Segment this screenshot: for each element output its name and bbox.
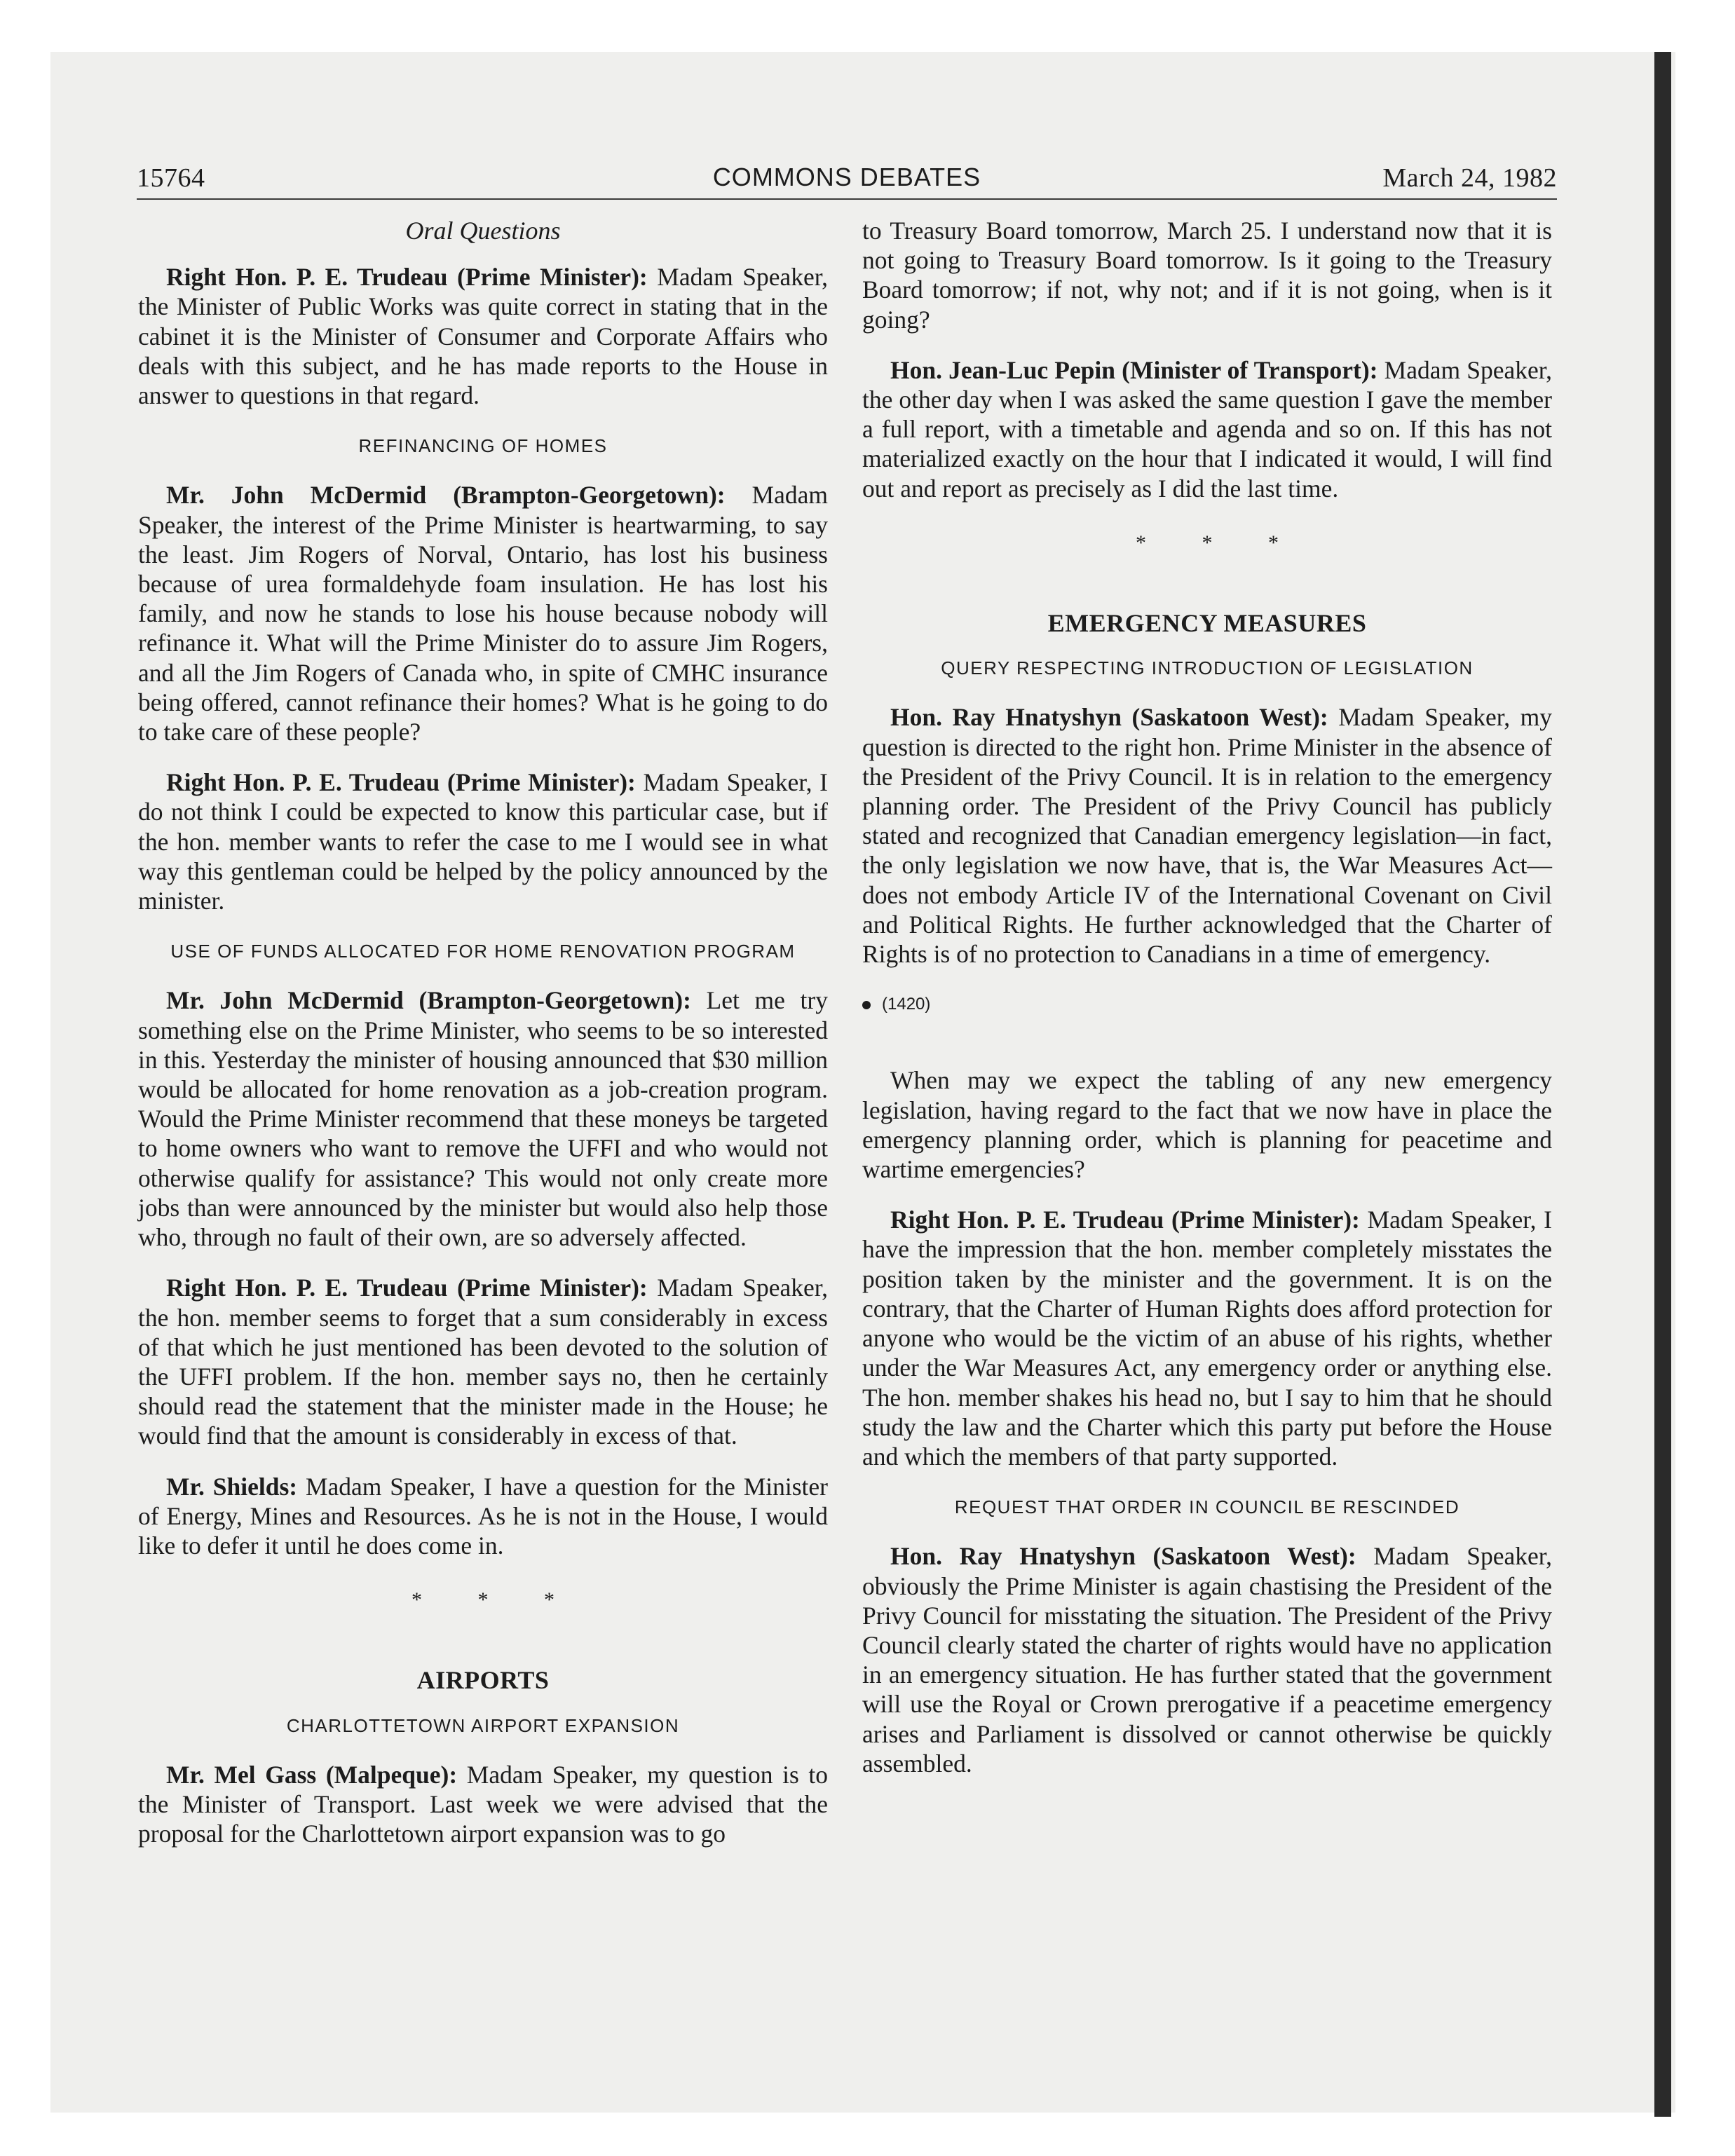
section-heading: AIRPORTS [416,1666,550,1695]
speaker-name: Right Hon. P. E. Trudeau (Prime Minister): [890,1206,1360,1234]
section-heading: EMERGENCY MEASURES [1047,609,1367,638]
page-header [137,163,1557,198]
paragraph-text: Madam Speaker, I do not think I could be expected to know this particular case, but if the hon. member wants to refer the case to me I would see in what way this gentleman could be helped by the policy announced by the minister. [138,768,828,915]
speaker-name: Hon. Ray Hnatyshyn (Saskatoon West): [890,703,1328,732]
speaker-name: Mr. John McDermid (Brampton-Georgetown): [166,986,691,1015]
page-date: March 24, 1982 [1382,163,1557,193]
time-marker-text: (1420) [882,995,931,1014]
paragraph [862,1541,1552,1778]
paragraph [862,702,1552,969]
header-rule [137,198,1557,200]
paragraph-text: Madam Speaker, the hon. member seems to forget that a sum considerably in excess of that which he just mentioned has been devoted to the solution of the UFFI problem. If the hon. member says no, then he certainly should read the statement that the minister made in the House; he would find that the amount is considerably in excess of that. [138,1274,828,1450]
paragraph [138,262,828,410]
right-column [862,216,1552,1799]
speaker-name: Mr. John McDermid (Brampton-Georgetown): [166,481,726,510]
paragraph-text: Madam Speaker, my question is to the Minister of Transport. Last week we were advised that the proposal for the Charlottetown airport expansion was to go [138,1760,828,1848]
bullet-icon [862,1001,871,1009]
subheading: REQUEST THAT ORDER IN COUNCIL BE RESCINDED [954,1496,1460,1518]
section-title: Oral Questions [405,217,561,245]
paragraph-text: Madam Speaker, I have the impression that the hon. member completely misstates the position taken by the minister and the government. It is on the contrary, that the Charter of Human Rights does afford protection for anyone who would be the victim of an abuse of his rights, whether under the War Measures Act, any emergency order or anything else. The hon. member shakes his head no, but I say to him that he should study the law and the Charter which this party put before the House and which the members of that party supported. [862,1206,1552,1471]
paragraph [138,1760,828,1849]
paragraph [862,1205,1552,1471]
time-marker [862,990,1552,1019]
left-column [138,216,828,1869]
paragraph [138,1472,828,1561]
paragraph-text: Madam Speaker, the interest of the Prime Minister is heartwarming, to say the least. Jim Rogers of Norval, Ontario, has lost his business because of urea formaldehyde foam insulation. He has lost his family, and now he stands to lose his house because nobody will refinance it. What will the Prime Minister do to assure Jim Rogers, and all the Jim Rogers of Canada who, in spite of CMHC insurance being offered, cannot refinance their homes? What is he going to do to take care of these people? [138,481,828,746]
paragraph: When may we expect the tabling of any new emergency legislation, having regard to the fact that we now have in place the emergency planning order, which is planning for peacetime and wartime emergencies? [862,1066,1552,1184]
speaker-name: Right Hon. P. E. Trudeau (Prime Minister): [166,768,636,797]
subheading: CHARLOTTETOWN AIRPORT EXPANSION [286,1714,680,1736]
paragraph-text: Madam Speaker, obviously the Prime Minister is again chastising the President of the Privy Council for misstating the situation. The President of the Privy Council clearly stated the charter of rights would have no application in an emergency situation. He has further stated that the government will use the Royal or Crown prerogative if a peacetime emergency arises and Parliament is dissolved or cannot otherwise be quickly assembled. [862,1542,1552,1778]
speaker-name: Right Hon. P. E. Trudeau (Prime Minister): [166,263,648,292]
paragraph [862,355,1552,503]
page-edge-shadow [1654,52,1671,2117]
paragraph [138,1273,828,1450]
speaker-name: Hon. Jean-Luc Pepin (Minister of Transport): [890,355,1378,384]
speaker-name: Mr. Mel Gass (Malpeque): [166,1760,458,1789]
speaker-name: Right Hon. P. E. Trudeau (Prime Minister): [166,1274,648,1302]
speaker-name: Mr. Shields: [166,1472,298,1501]
section-separator: * * * [1136,531,1304,554]
paragraph-text: Madam Speaker, my question is directed to the right hon. Prime Minister in the absence of the President of the Privy Council. It is in relation to the emergency planning order. The President of the Privy Council has publicly stated and recognized that Canadian emergency legislation—in fact, the only legislation we now have, that is, the War Measures Act—does not embody Article IV of the International Covenant on Civil and Political Rights. He further acknowledged that the Charter of Rights is of no protection to Canadians in a time of emergency. [862,703,1552,969]
paragraph-text: Let me try something else on the Prime Minister, who seems to be so interested in this. Yesterday the minister of housing announced that $30 million would be allocated for home renovation as a job-creation program. Would the Prime Minister recommend that these moneys be targeted to home owners who want to remove the UFFI and who would not otherwise qualify for assistance? This would not only create more jobs than were announced by the minister but would also help those who, through no fault of their own, are so adversely affected. [138,986,828,1252]
subheading: USE OF FUNDS ALLOCATED FOR HOME RENOVATION PROGRAM [170,941,796,962]
paragraph-text: Madam Speaker, the other day when I was asked the same question I gave the member a full report, with a timetable and agenda and so on. If this has not materialized exactly on the hour that I indicated it would, I will find out and report as precisely as I did the last time. [862,355,1552,503]
speaker-name: Hon. Ray Hnatyshyn (Saskatoon West): [890,1542,1356,1571]
paragraph-text: Madam Speaker, the Minister of Public Works was quite correct in stating that in the cabinet it is the Minister of Consumer and Corporate Affairs who deals with this subject, and he has made reports to the House in answer to questions in that regard. [138,263,828,410]
subheading: QUERY RESPECTING INTRODUCTION OF LEGISLATION [941,657,1474,679]
paragraph [138,767,828,915]
publication-title: COMMONS DEBATES [712,163,981,191]
section-separator: * * * [411,1588,580,1612]
paragraph: to Treasury Board tomorrow, March 25. I understand now that it is not going to Treasury Board tomorrow. Is it going to the Treasury Board tomorrow; if not, why not; and if it is not going, when is it going? [862,217,1552,334]
page-number: 15764 [137,163,205,193]
paragraph-text: Madam Speaker, I have a question for the Minister of Energy, Mines and Resources. As he is not in the House, I would like to defer it until he does come in. [138,1472,828,1560]
subheading: REFINANCING OF HOMES [358,435,608,457]
paragraph [138,480,828,746]
paragraph [138,985,828,1252]
